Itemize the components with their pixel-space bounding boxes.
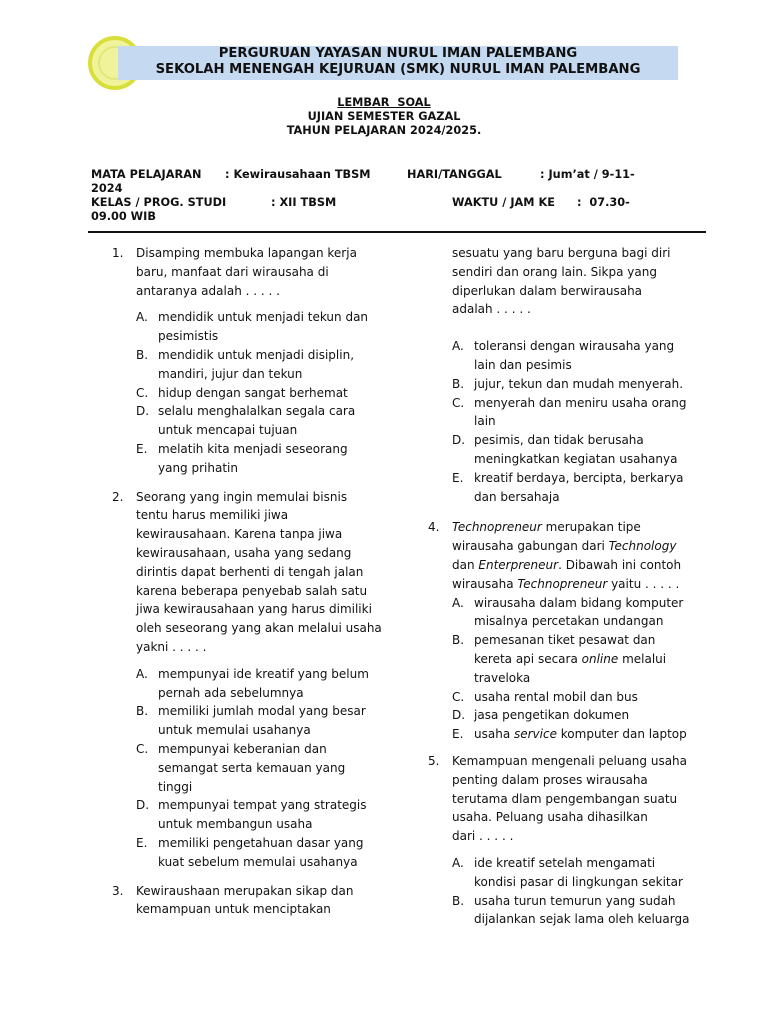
class-value: : XII TBSM — [271, 196, 337, 209]
header-divider — [88, 231, 706, 233]
option-a: A. wirausaha dalam bidang komputer misalnya percetakan undangan — [452, 595, 684, 629]
school-year: TAHUN PELAJARAN 2024/2025. — [286, 124, 482, 137]
option-d: D. jasa pengetikan dokumen — [452, 708, 630, 723]
question-4: 4. Technopreneur merupakan tipe wirausaha gabungan dari Technology dan Enterpreneur. Dibawah ini contoh wirausaha Technopreneur yaitu . . . . . — [428, 520, 682, 591]
option-c: C. usaha rental mobil dan bus — [452, 689, 638, 704]
left-column — [112, 244, 402, 919]
question-1-options — [112, 308, 402, 477]
option-b: B. memiliki jumlah modal yang besar untuk memulai usahanya — [136, 704, 366, 738]
doc-title: LEMBAR SOAL — [337, 96, 431, 109]
question-2-options — [112, 665, 402, 872]
day-label: HARI/TANGGAL — [407, 168, 502, 181]
question-4-options — [428, 594, 708, 744]
school-banner — [118, 46, 678, 80]
option-b: B. jujur, tekun dan mudah menyerah. — [452, 376, 684, 391]
question-2: 2. Seorang yang ingin memulai bisnis tentu harus memiliki jiwa kewirausahaan. Karena tanpa jiwa kewirausahaan, usaha yang sedang dirintis dapat berhenti di tengah jalan karena beberapa penyebab salah satu jiwa kewirausahaan yang harus dimiliki oleh seseorang yang akan melalui usaha yakni . . . . . — [112, 489, 382, 654]
option-b: B. usaha turun temurun yang sudah dijalankan sejak lama oleh keluarga — [452, 893, 690, 927]
option-c: C. hidup dengan sangat berhemat — [136, 385, 348, 400]
option-b: B. mendidik untuk menjadi disiplin, mandiri, jujur dan tekun — [136, 347, 355, 381]
subject-value: : Kewirausahaan TBSM — [225, 168, 371, 181]
exam-titles — [90, 96, 678, 138]
option-e: E. melatih kita menjadi seseorang yang prihatin — [136, 441, 348, 475]
question-3: 3. Kewiraushaan merupakan sikap dan kemampuan untuk menciptakan — [112, 883, 354, 917]
day-value: : Jum’at / 9-11- — [540, 168, 635, 181]
question-3-continued: sesuatu yang baru berguna bagi diri sendiri dan orang lain. Sikpa yang diperlukan dalam berwirausaha adalah . . . . . — [452, 246, 671, 317]
time-value: : 07.30- — [577, 196, 630, 209]
exam-meta — [91, 168, 671, 224]
option-a: A. ide kreatif setelah mengamati kondisi pasar di lingkungan sekitar — [452, 855, 683, 889]
question-5: 5. Kemampuan mengenali peluang usaha penting dalam proses wirausaha terutama dlam pengembangan suatu usaha. Peluang usaha dihasilkan dari . . . . . — [428, 753, 688, 844]
option-e: E. usaha service komputer dan laptop — [452, 727, 687, 742]
option-e: E. kreatif berdaya, bercipta, berkarya dan bersahaja — [452, 470, 684, 504]
option-c: C. menyerah dan meniru usaha orang lain — [452, 395, 687, 429]
option-c: C. mempunyai keberanian dan semangat serta kemauan yang tinggi — [136, 741, 346, 794]
right-column — [428, 244, 708, 929]
question-3-options — [428, 337, 708, 506]
option-d: D. mempunyai tempat yang strategis untuk membangun usaha — [136, 798, 367, 832]
school-name: SEKOLAH MENENGAH KEJURUAN (SMK) NURUL IMAN PALEMBANG — [155, 62, 641, 77]
question-5-options — [428, 854, 708, 929]
subject-label: MATA PELAJARAN — [91, 168, 202, 181]
option-a: A. mempunyai ide kreatif yang belum pernah ada sebelumnya — [136, 666, 369, 700]
time-label: WAKTU / JAM KE — [452, 196, 555, 209]
school-foundation: PERGURUAN YAYASAN NURUL IMAN PALEMBANG — [218, 46, 578, 61]
class-label: KELAS / PROG. STUDI — [91, 196, 227, 209]
exam-name: UJIAN SEMESTER GAZAL — [307, 110, 461, 123]
day-value-cont: 2024 — [91, 182, 123, 195]
time-value-cont: 09.00 WIB — [91, 210, 156, 223]
option-e: E. memiliki pengetahuan dasar yang kuat sebelum memulai usahanya — [136, 835, 364, 869]
option-a: A. mendidik untuk menjadi tekun dan pesimistis — [136, 310, 369, 344]
option-d: D. selalu menghalalkan segala cara untuk mencapai tujuan — [136, 404, 356, 438]
option-b: B. pemesanan tiket pesawat dan kereta api secara online melalui traveloka — [452, 633, 667, 685]
question-1: 1. Disamping membuka lapangan kerja baru, manfaat dari wirausaha di antaranya adalah . . . . . — [112, 246, 357, 298]
option-d: D. pesimis, dan tidak berusaha meningkatkan kegiatan usahanya — [452, 433, 678, 466]
option-a: A. toleransi dengan wirausaha yang lain dan pesimis — [452, 339, 675, 372]
